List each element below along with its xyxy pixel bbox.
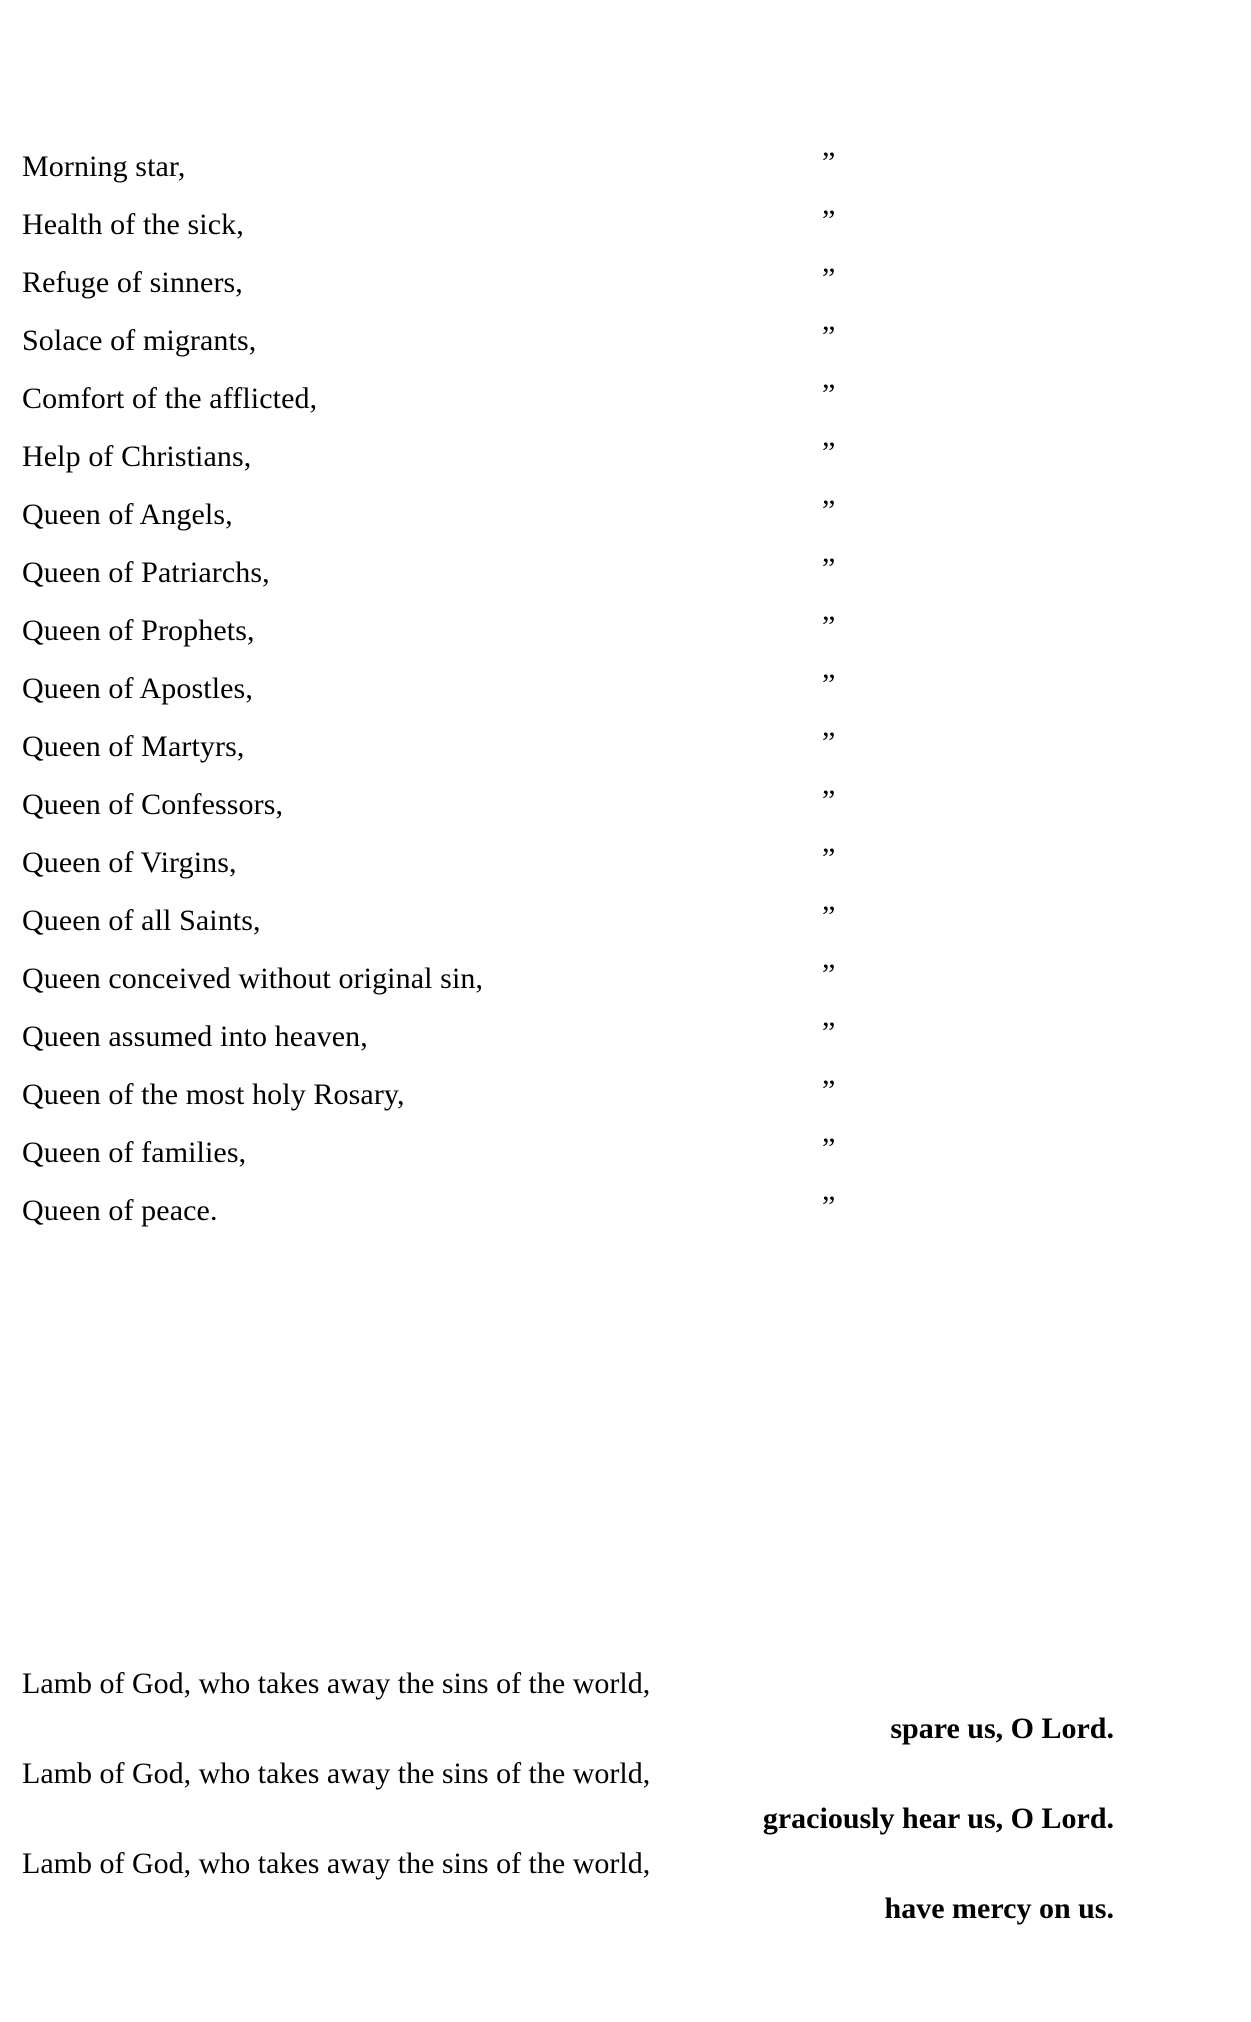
invocation-label: Refuge of sinners, <box>22 266 243 299</box>
list-item <box>22 428 882 486</box>
list-item <box>22 544 882 602</box>
list-item <box>22 312 882 370</box>
invocation-label: Queen of families, <box>22 1136 247 1169</box>
litany-invocation-list <box>22 138 882 1240</box>
lamb-petition: Lamb of God, who takes away the sins of the world, <box>22 1847 651 1880</box>
invocation-label: Comfort of the afflicted, <box>22 382 318 415</box>
list-item <box>22 138 882 196</box>
invocation-label: Queen of peace. <box>22 1194 218 1227</box>
invocation-label: Queen of Confessors, <box>22 788 284 821</box>
ditto-quote-mark: ” <box>822 1074 836 1107</box>
list-item <box>22 602 882 660</box>
list-item <box>22 1008 882 1066</box>
lamb-response: graciously hear us, O Lord. <box>762 1802 1114 1835</box>
lamb-of-god-block <box>22 1662 1182 1932</box>
ditto-quote-mark: ” <box>822 494 836 527</box>
invocation-label: Queen of Angels, <box>22 498 233 531</box>
list-item <box>22 776 882 834</box>
ditto-quote-mark: ” <box>822 1190 836 1223</box>
list-item <box>22 254 882 312</box>
lamb-response: have mercy on us. <box>884 1892 1114 1925</box>
ditto-quote-mark: ” <box>822 378 836 411</box>
list-item <box>22 834 882 892</box>
ditto-quote-mark: ” <box>822 1016 836 1049</box>
ditto-quote-mark: ” <box>822 552 836 585</box>
list-item <box>22 892 882 950</box>
invocation-label: Health of the sick, <box>22 208 244 241</box>
list-item <box>22 660 882 718</box>
invocation-label: Queen assumed into heaven, <box>22 1020 368 1053</box>
ditto-quote-mark: ” <box>822 726 836 759</box>
list-item <box>22 950 882 1008</box>
invocation-label: Queen of all Saints, <box>22 904 261 937</box>
list-item <box>22 196 882 254</box>
ditto-quote-mark: ” <box>822 842 836 875</box>
ditto-quote-mark: ” <box>822 320 836 353</box>
ditto-quote-mark: ” <box>822 1132 836 1165</box>
invocation-label: Help of Christians, <box>22 440 252 473</box>
list-item <box>22 1124 882 1182</box>
ditto-quote-mark: ” <box>822 610 836 643</box>
list-item <box>22 718 882 776</box>
ditto-quote-mark: ” <box>822 784 836 817</box>
invocation-label: Queen of the most holy Rosary, <box>22 1078 405 1111</box>
invocation-label: Queen of Apostles, <box>22 672 253 705</box>
invocation-label: Queen conceived without original sin, <box>22 962 484 995</box>
invocation-label: Queen of Virgins, <box>22 846 237 879</box>
invocation-label: Queen of Patriarchs, <box>22 556 270 589</box>
list-item <box>22 486 882 544</box>
list-item <box>22 1182 882 1240</box>
invocation-label: Solace of migrants, <box>22 324 257 357</box>
invocation-label: Queen of Martyrs, <box>22 730 245 763</box>
lamb-petition: Lamb of God, who takes away the sins of the world, <box>22 1757 651 1790</box>
list-item <box>22 370 882 428</box>
lamb-response: spare us, O Lord. <box>890 1712 1114 1745</box>
ditto-quote-mark: ” <box>822 900 836 933</box>
ditto-quote-mark: ” <box>822 958 836 991</box>
invocation-label: Queen of Prophets, <box>22 614 255 647</box>
list-item <box>22 1066 882 1124</box>
invocation-label: Morning star, <box>22 150 186 183</box>
lamb-petition: Lamb of God, who takes away the sins of the world, <box>22 1667 651 1700</box>
ditto-quote-mark: ” <box>822 262 836 295</box>
ditto-quote-mark: ” <box>822 668 836 701</box>
ditto-quote-mark: ” <box>822 146 836 179</box>
ditto-quote-mark: ” <box>822 204 836 237</box>
ditto-quote-mark: ” <box>822 436 836 469</box>
